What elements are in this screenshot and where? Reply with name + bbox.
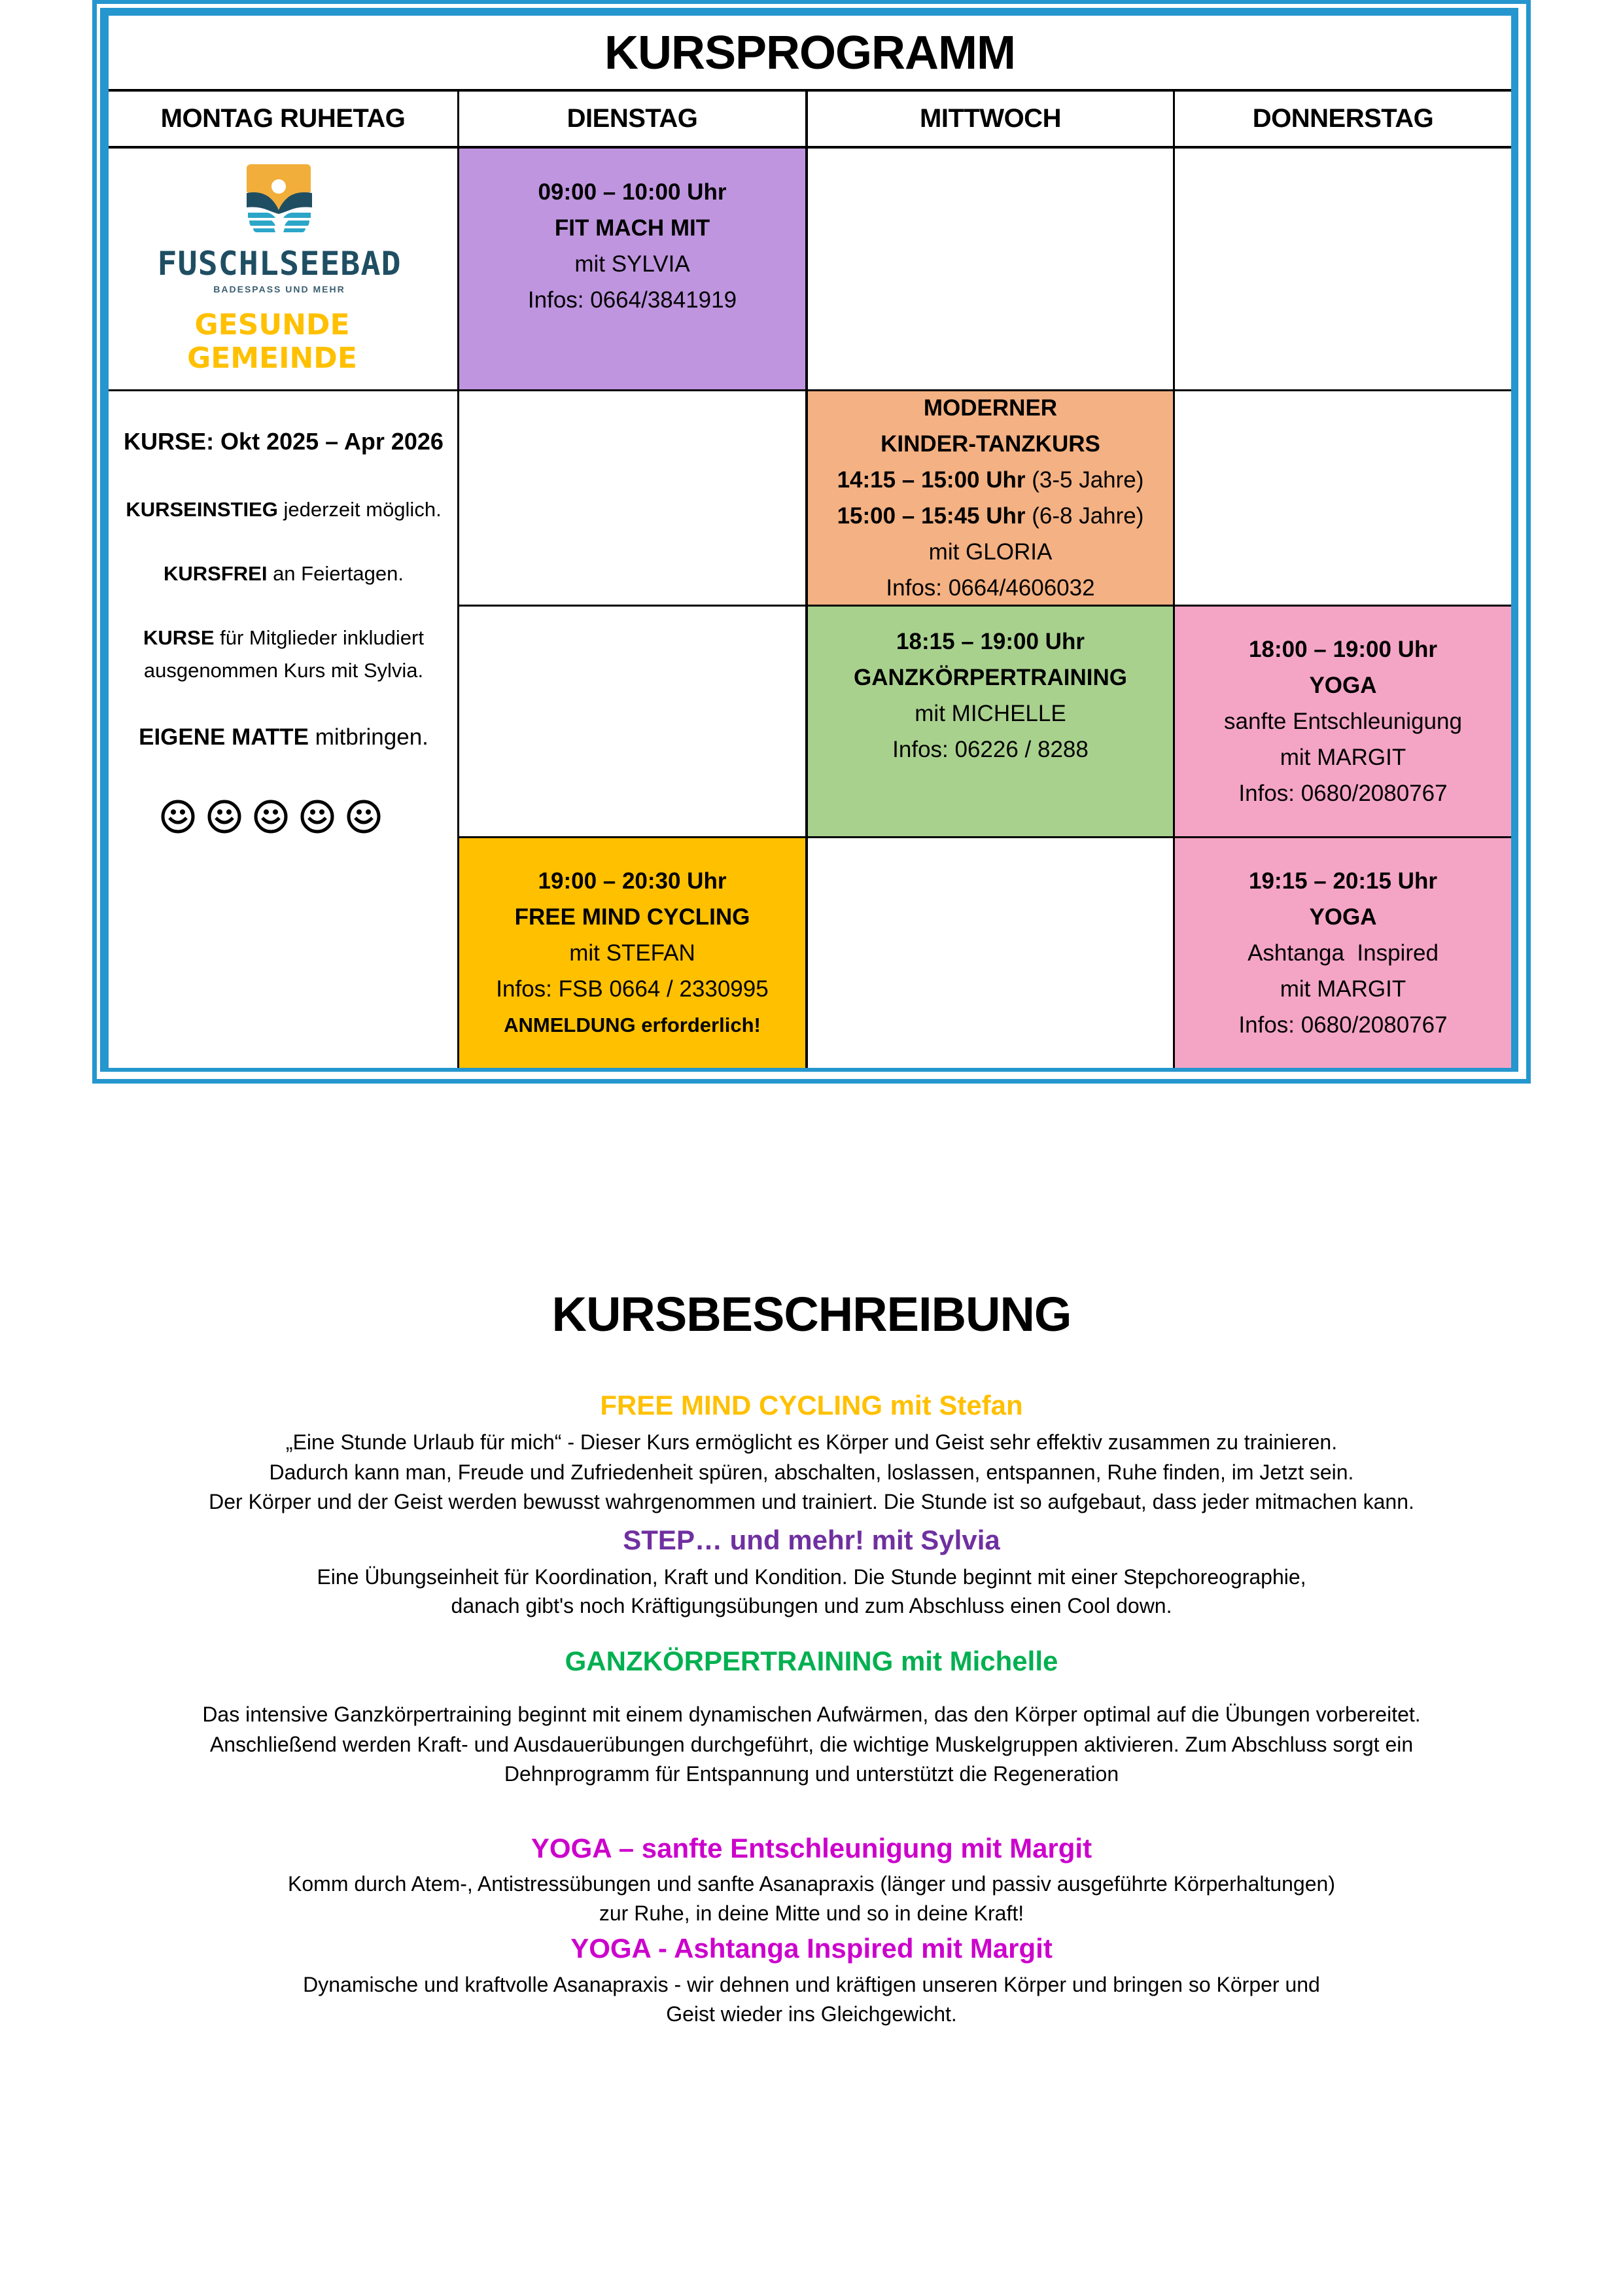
desc-line: Dynamische und kraftvolle Asanapraxis - wir dehnen und kräftigen unseren Körper und bringen so Körper und <box>303 1973 1320 1996</box>
course-cell-fit-mach-mit[interactable]: 09:00 – 10:00 Uhr FIT MACH MIT mit SYLVIA Infos: 0664/3841919 <box>459 149 805 389</box>
desc-line: danach gibt's noch Kräftigungsübungen und zum Abschluss einen Cool down. <box>451 1594 1172 1617</box>
logo-brand: FUSCHLSEEBAD <box>157 245 402 283</box>
desc-heading-yoga-sanft: YOGA – sanfte Entschleunigung mit Margit <box>531 1833 1092 1863</box>
desc-line: Geist wieder ins Gleichgewicht. <box>666 2002 957 2026</box>
desc-line: Anschließend werden Kraft- und Ausdauerübungen durchgeführt, die wichtige Muskelgruppen aktivieren. Zum Abschluss sorgt ein <box>209 1733 1414 1756</box>
desc-heading-cycling: FREE MIND CYCLING mit Stefan <box>600 1390 1023 1421</box>
logo-tagline: BADESPASS UND MEHR <box>213 284 345 294</box>
desc-line: zur Ruhe, in deine Mitte und so in deine Kraft! <box>599 1901 1024 1925</box>
course-period: KURSE: Okt 2025 – Apr 2026 <box>124 428 444 455</box>
desc-line: Das intensive Ganzkörpertraining beginnt mit einem dynamischen Aufwärmen, das den Körper optimal auf die Übungen vorbereitet. <box>202 1703 1421 1726</box>
desc-heading-yoga-ashtanga: YOGA - Ashtanga Inspired mit Margit <box>570 1933 1053 1964</box>
description-title: KURSBESCHREIBUNG <box>551 1287 1072 1341</box>
desc-heading-step: STEP… und mehr! mit Sylvia <box>623 1525 1000 1555</box>
day-header-montag: MONTAG RUHETAG <box>160 103 406 133</box>
course-cell-kinder-tanzkurs[interactable]: MODERNER KINDER-TANZKURS 14:15 – 15:00 Uhr (3-5 Jahre) 15:00 – 15:45 Uhr (6-8 Jahre) mit GLORIA Infos: 0664/4606032 <box>808 391 1173 605</box>
desc-line: Der Körper und der Geist werden bewusst wahrgenommen und trainiert. Die Stunde ist so aufgebaut, dass jeder mitmachen kann. <box>209 1490 1414 1513</box>
day-header-donnerstag: DONNERSTAG <box>1252 103 1434 133</box>
desc-line: Komm durch Atem-, Antistressübungen und sanfte Asanapraxis (länger und passiv ausgeführte Körperhaltungen) <box>288 1872 1335 1896</box>
logo-mark-icon <box>247 162 312 234</box>
schedule-table <box>109 16 1511 1068</box>
day-header-dienstag: DIENSTAG <box>567 103 698 133</box>
info-matte: EIGENE MATTE mitbringen. <box>139 724 428 750</box>
desc-line: Dehnprogramm für Entspannung und unterstützt die Regeneration <box>504 1762 1119 1786</box>
course-cell-yoga-ashtanga[interactable]: 19:15 – 20:15 Uhr YOGA Ashtanga Inspired mit MARGIT Infos: 0680/2080767 <box>1175 838 1511 1068</box>
smiley-icon <box>347 800 381 834</box>
smiley-icon <box>161 800 195 834</box>
course-cell-yoga-sanft[interactable]: 18:00 – 19:00 Uhr YOGA sanfte Entschleunigung mit MARGIT Infos: 0680/2080767 <box>1175 607 1511 836</box>
smiley-icon <box>300 800 334 834</box>
info-kurseinstieg: KURSEINSTIEG jederzeit möglich. <box>126 498 442 521</box>
smiley-icon <box>254 800 288 834</box>
desc-line: „Eine Stunde Urlaub für mich“ - Dieser Kurs ermöglicht es Körper und Geist sehr effektiv zusammen zu trainieren. <box>285 1430 1338 1454</box>
gesunde-gemeinde-label: GESUNDE GEMEINDE <box>187 308 357 375</box>
info-mitglieder: KURSE für Mitglieder inkludiert ausgenommen Kurs mit Sylvia. <box>143 626 424 682</box>
schedule-title: KURSPROGRAMM <box>604 26 1015 79</box>
smiley-icon <box>207 800 241 834</box>
desc-line: Dadurch kann man, Freude und Zufriedenheit spüren, abschalten, loslassen, entspannen, Ruhe finden, im Jetzt sein. <box>269 1460 1354 1484</box>
desc-heading-ganzkoerper: GANZKÖRPERTRAINING mit Michelle <box>565 1646 1058 1676</box>
course-cell-free-mind-cycling[interactable]: 19:00 – 20:30 Uhr FREE MIND CYCLING mit STEFAN Infos: FSB 0664 / 2330995 ANMELDUNG erforderlich! <box>459 838 805 1068</box>
course-cell-ganzkoerpertraining[interactable]: 18:15 – 19:00 Uhr GANZKÖRPERTRAINING mit MICHELLE Infos: 06226 / 8288 <box>808 607 1173 836</box>
info-kursfrei: KURSFREI an Feiertagen. <box>164 562 404 585</box>
day-header-mittwoch: MITTWOCH <box>920 103 1061 133</box>
desc-line: Eine Übungseinheit für Koordination, Kraft und Kondition. Die Stunde beginnt mit einer Stepchoreographie, <box>317 1565 1306 1589</box>
smiley-row <box>161 800 381 834</box>
